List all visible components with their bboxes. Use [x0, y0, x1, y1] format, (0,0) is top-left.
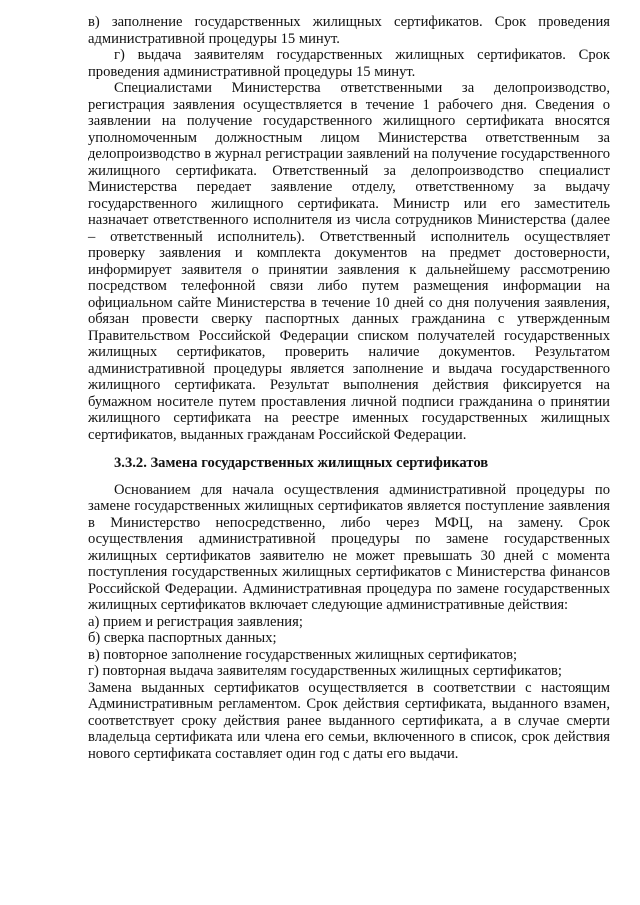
- paragraph-item-g: г) выдача заявителям государственных жилищных сертификатов. Срок проведения административной процедуры 15 минут.: [88, 47, 610, 80]
- section-intro: Основанием для начала осуществления административной процедуры по замене государственных жилищных сертификатов является поступление заявления в Министерство непосредственно, либо через МФЦ, на замену. Срок осуществления административной процедуры по замене государственных жилищных сертификатов заявителю не может превышать 30 дней с момента поступления государственных жилищных сертификатов с Министерства финансов Российской Федерации. Административная процедура по замене государственных жилищных сертификатов включает следующие административные действия:: [88, 481, 610, 613]
- paragraph-registration: Специалистами Министерства ответственными за делопроизводство, регистрация заявления осуществляется в течение 1 рабочего дня. Сведения о заявлении на получение государственного жилищного сертификата вносятся уполномоченным должностным лицом Министерства ответственным за делопроизводство в журнал регистрации заявлений на получение государственного жилищного сертификата. Ответственный за делопроизводство специалист Министерства передает заявление отделу, ответственному за выдачу государственного жилищного сертификата. Министр или его заместитель назначает ответственного исполнителя из числа сотрудников Министерства (далее – ответственный исполнитель). Ответственный исполнитель осуществляет проверку заявления и комплекта документов на предмет достоверности, информирует заявителя о принятии заявления к дальнейшему рассмотрению посредством телефонной связи либо путем размещения информации на официальном сайте Министерства в течение 10 дней со дня получения заявления, обязан провести сверку паспортных данных гражданина с утвержденным Правительством Российской Федерации списком получателей государственных жилищных сертификатов, проверить наличие документов. Результатом административной процедуры является заполнение и выдача государственного жилищного сертификата. Результат выполнения действия фиксируется на бумажном носителе путем проставления личной подписи гражданина о принятии жилищного сертификата на реестре именных государственных жилищных сертификатов, выданных гражданам Российской Федерации.: [88, 80, 610, 443]
- document-page: [88, 14, 610, 762]
- action-item-g: г) повторная выдача заявителям государственных жилищных сертификатов;: [88, 663, 562, 679]
- action-item-a: а) прием и регистрация заявления;: [88, 613, 303, 630]
- action-item-v: в) повторное заполнение государственных жилищных сертификатов;: [88, 646, 518, 663]
- section-heading: 3.3.2. Замена государственных жилищных сертификатов: [114, 455, 489, 471]
- paragraph-item-v: в) заполнение государственных жилищных сертификатов. Срок проведения административной процедуры 15 минут.: [88, 14, 610, 47]
- action-item-b: б) сверка паспортных данных;: [88, 630, 277, 646]
- closing-paragraph: Замена выданных сертификатов осуществляется в соответствии с настоящим Административным регламентом. Срок действия сертификата, выданного взамен, соответствует сроку действия ранее выданного сертификата, а в случае смерти владельца сертификата или члена его семьи, включенного в список, срок действия нового сертификата составляет один год с даты его выдачи.: [88, 679, 610, 762]
